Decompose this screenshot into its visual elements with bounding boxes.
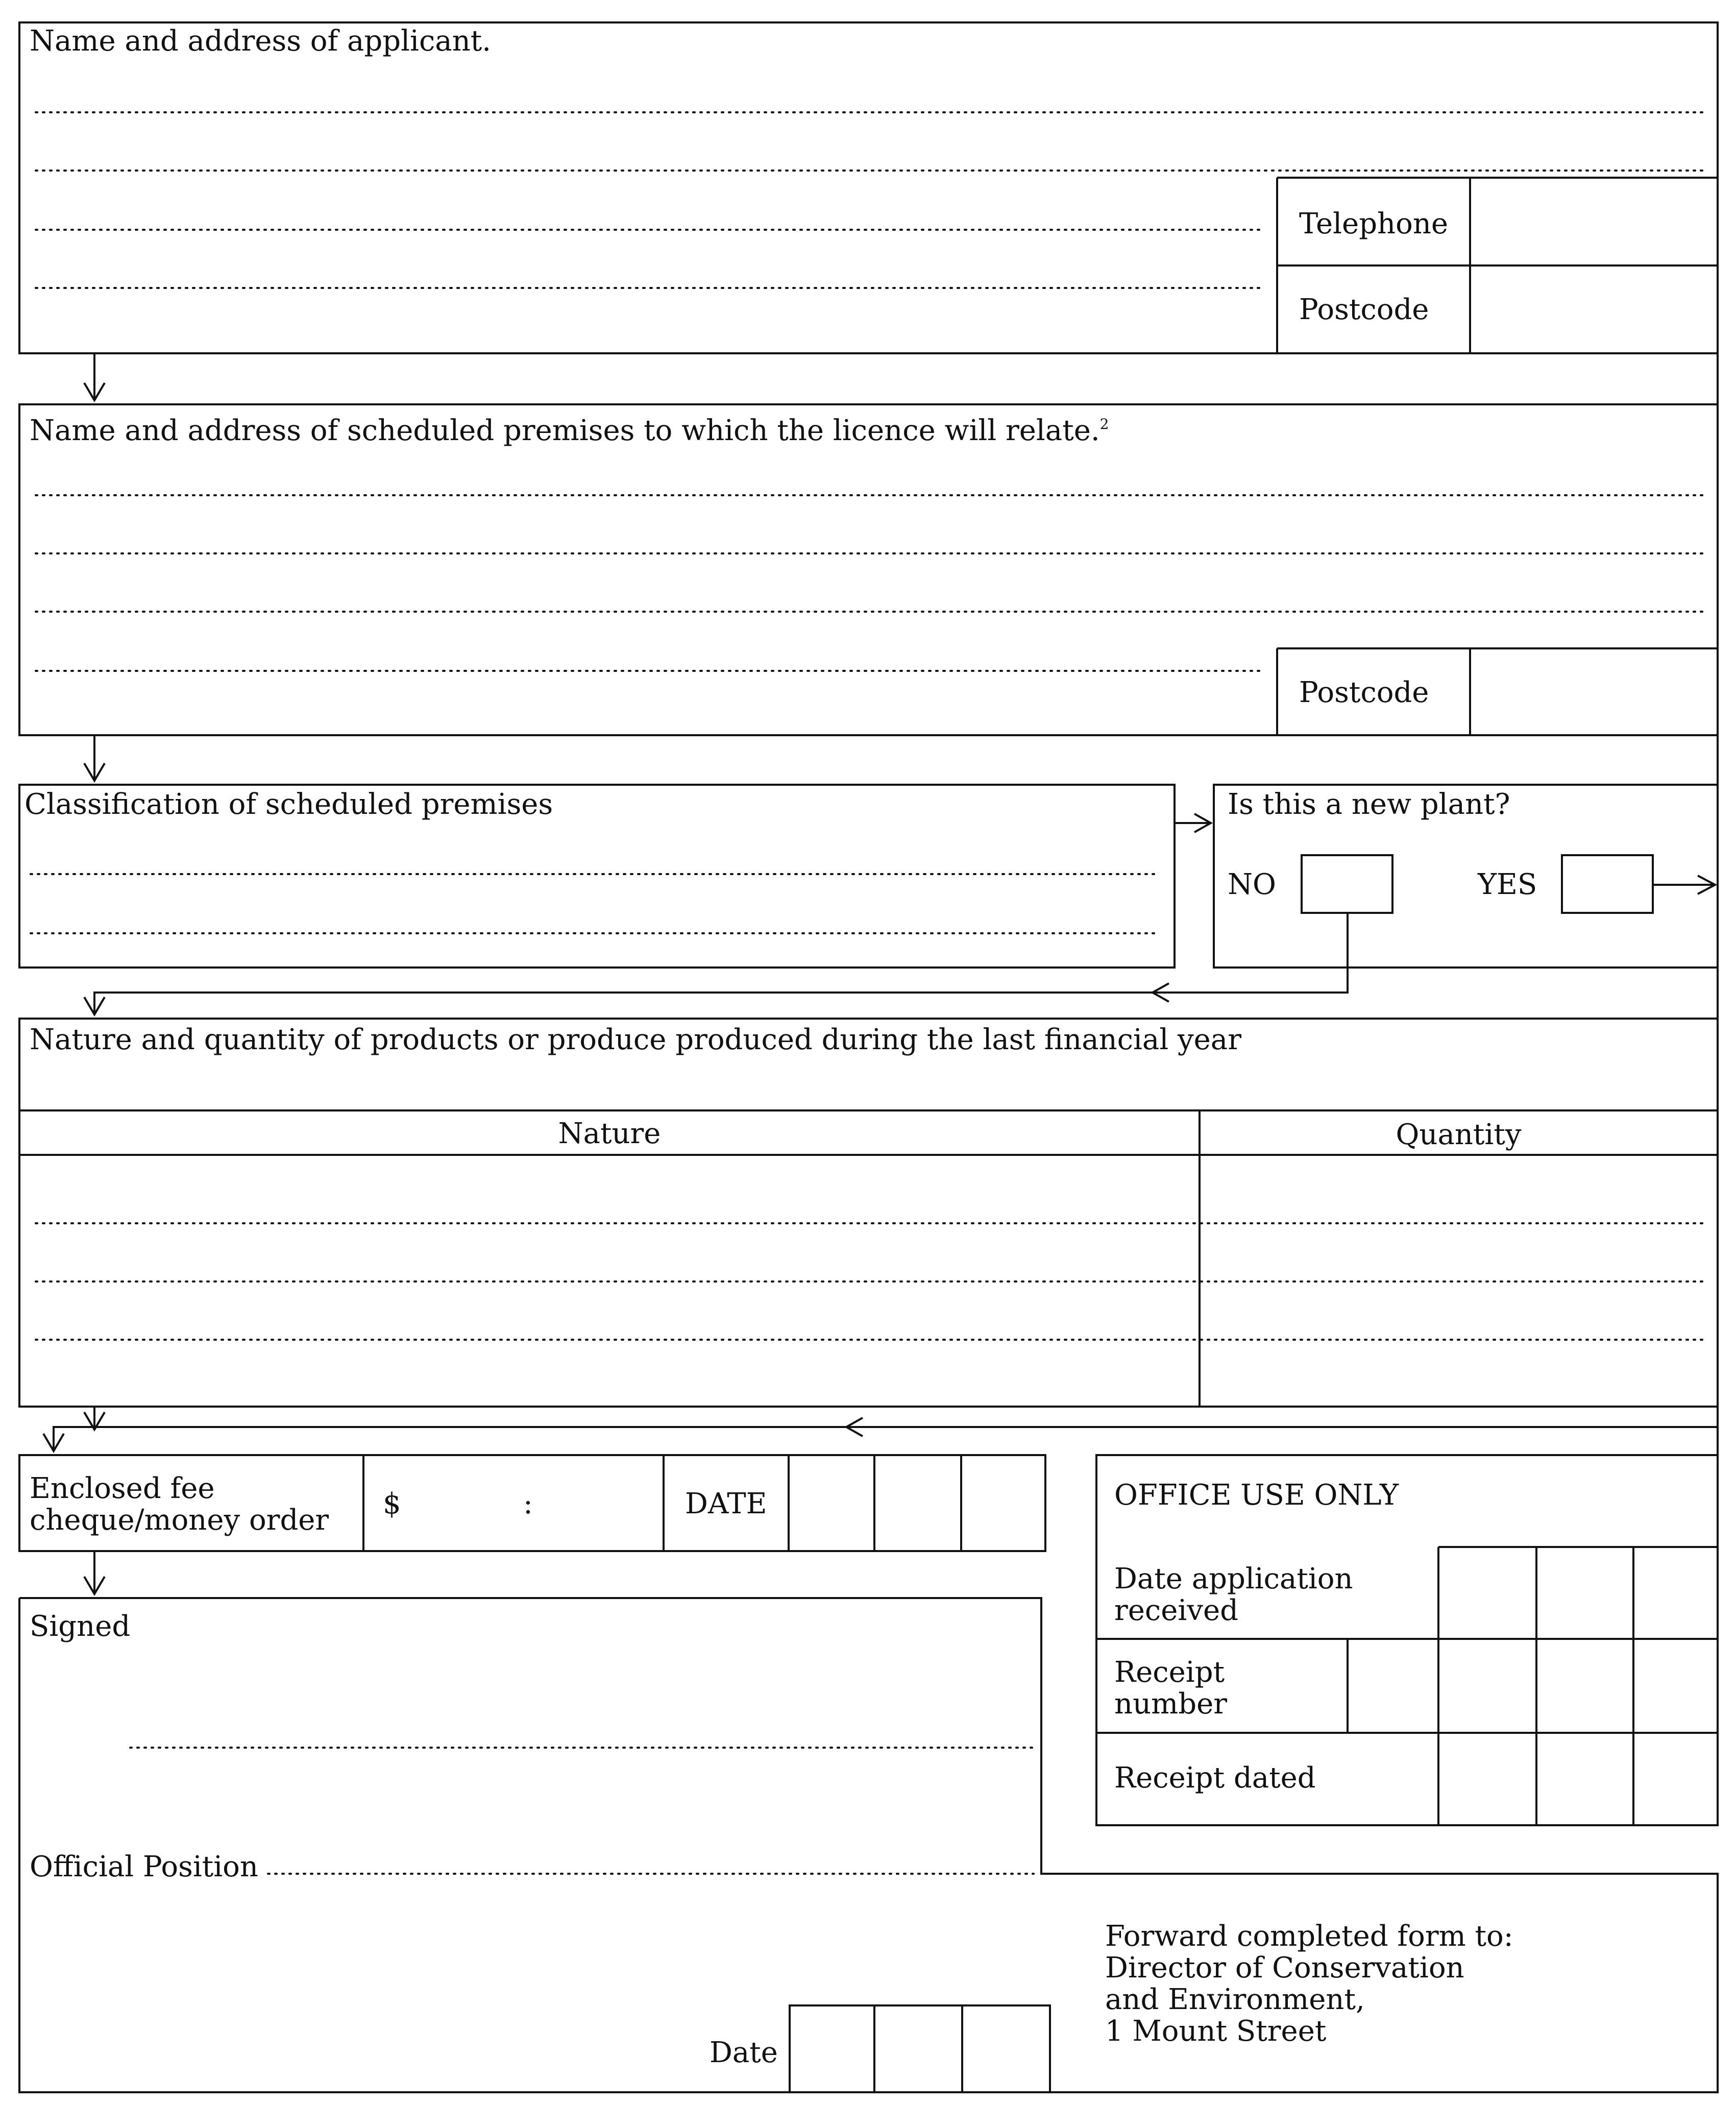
- office-use-title: OFFICE USE ONLY: [1114, 1479, 1399, 1512]
- forward-address: [1105, 1921, 1513, 2047]
- forward-line-4: 1 Mount Street: [1105, 2015, 1327, 2048]
- receipt-dated-label: Receipt dated: [1114, 1761, 1316, 1795]
- forward-line-2: Director of Conservation: [1105, 1951, 1464, 1985]
- premises-heading: [30, 408, 1109, 447]
- telephone-label: Telephone: [1299, 207, 1449, 240]
- premises-postcode-label: Postcode: [1299, 676, 1429, 709]
- yes-checkbox[interactable]: [1563, 856, 1652, 912]
- applicant-box: [19, 22, 1718, 353]
- applicant-postcode-label: Postcode: [1299, 293, 1429, 326]
- signed-label: Signed: [30, 1610, 131, 1643]
- forward-line-1: Forward completed form to:: [1105, 1920, 1513, 1953]
- official-position-field[interactable]: [268, 1835, 1034, 1872]
- classification-heading: Classification of scheduled premises: [25, 788, 553, 821]
- fee-date-year-box[interactable]: [963, 1457, 1043, 1549]
- fee-label: Enclosed fee cheque/money order: [30, 1472, 329, 1537]
- nature-column-header: Nature: [558, 1117, 661, 1150]
- applicant-heading: Name and address of applicant.: [30, 25, 492, 58]
- premises-box: [19, 404, 1718, 735]
- date-received-label: Date application received: [1114, 1562, 1353, 1627]
- quantity-column-header: Quantity: [1396, 1118, 1522, 1151]
- fee-amount-separator: :: [523, 1487, 533, 1520]
- telephone-field[interactable]: [1472, 180, 1716, 263]
- no-label: NO: [1228, 868, 1276, 901]
- signature-date-year-box[interactable]: [963, 2006, 1049, 2091]
- premises-postcode-field[interactable]: [1472, 650, 1716, 733]
- signature-date-day-box[interactable]: [791, 2006, 873, 2091]
- fee-amount-field[interactable]: [365, 1457, 662, 1549]
- applicant-postcode-field[interactable]: [1472, 268, 1716, 351]
- no-checkbox[interactable]: [1303, 856, 1391, 912]
- signature-date-label: Date: [710, 2036, 778, 2069]
- new-plant-question: Is this a new plant?: [1228, 788, 1510, 821]
- fee-date-month-box[interactable]: [876, 1457, 959, 1549]
- fee-date-day-box[interactable]: [791, 1457, 872, 1549]
- yes-label: YES: [1478, 868, 1537, 901]
- signature-date-month-box[interactable]: [875, 2006, 961, 2091]
- fee-dollar-sign: $: [383, 1487, 401, 1520]
- products-heading: Nature and quantity of products or produce produced during the last financial year: [30, 1023, 1241, 1056]
- forward-line-3: and Environment,: [1105, 1983, 1365, 2016]
- premises-heading-text: Name and address of scheduled premises to which the licence will relate.: [30, 414, 1100, 447]
- official-position-label: Official Position: [30, 1850, 258, 1883]
- products-box: [19, 1019, 1718, 1407]
- fee-date-label: DATE: [685, 1487, 767, 1520]
- receipt-number-label: Receipt number: [1114, 1656, 1227, 1721]
- premises-footnote-marker: 2: [1099, 416, 1109, 432]
- signature-field[interactable]: [130, 1705, 1034, 1746]
